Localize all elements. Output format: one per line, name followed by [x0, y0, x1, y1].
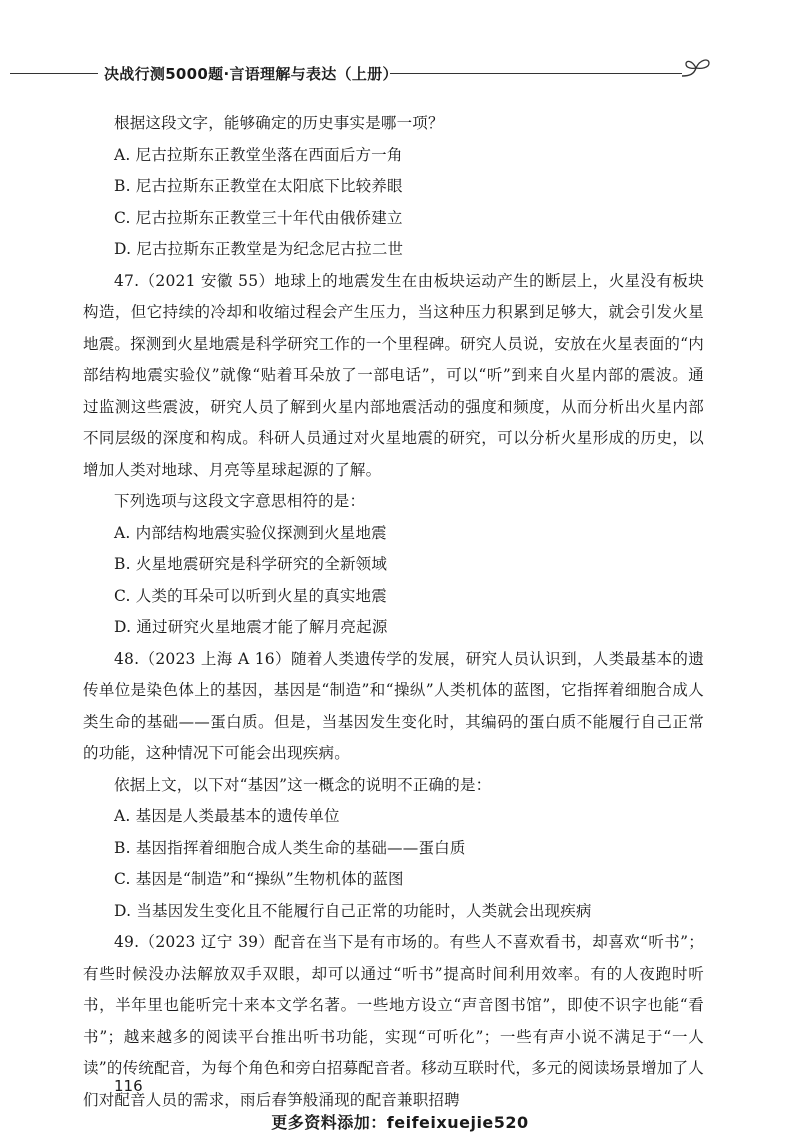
question-stem: 依据上文，以下对“基因”这一概念的说明不正确的是： [114, 775, 492, 794]
question-stem: 根据这段文字，能够确定的历史事实是哪一项？ [114, 114, 444, 132]
footer-note: 更多资料添加：feifeixuejie520 [271, 1113, 529, 1132]
option-d: D. 尼古拉斯东正教堂是为纪念尼古拉二世 [114, 240, 404, 258]
question-passage: 47.（2021 安徽 55）地球上的地震发生在由板块运动产生的断层上，火星没有板块构造，但它持续的冷却和收缩过程会产生压力，当这种压力积累到足够大，就会引发火星地震。探测到火星地震是科学研究工作的一个里程碑。研究人员说，安放在火星表面的“内部结构地震实验仪”就像“贴着耳朵放了一部电话”，可以“听”到来自火星内部的震波。通过监测这些震波，研究人员了解到火星内部地震活动的强度和频度，从而分析出火星内部不同层级的深度和构成。科研人员通过对火星地震的研究，可以分析火星形成的历史，以增加人类对地球、月亮等星球起源的了解。 [83, 271, 704, 479]
running-header [0, 58, 800, 88]
option-a: A. 内部结构地震实验仪探测到火星地震 [114, 523, 387, 542]
question-passage: 49.（2023 辽宁 39）配音在当下是有市场的。有些人不喜欢看书，却喜欢“听书”；有些时候没办法解放双手双眼，却可以通过“听书”提高时间利用效率。有的人夜跑时听书，半年里也能听完十来本文学名著。一些地方设立“声音图书馆”，即使不识字也能“看书”；越来越多的阅读平台推出听书功能，实现“可听化”；一些有声小说不满足于“一人读”的传统配音，为每个角色和旁白招募配音者。移动互联时代，多元的阅读场景增加了人们对配音人员的需求，雨后春笋般涌现的配音兼职招聘 [83, 933, 704, 1109]
header-rule-left [10, 73, 98, 74]
option-a: A. 基因是人类最基本的遗传单位 [114, 807, 340, 825]
header-rule-right [390, 73, 682, 74]
option-c: C. 尼古拉斯东正教堂三十年代由俄侨建立 [114, 208, 403, 227]
option-c: C. 人类的耳朵可以听到火星的真实地震 [114, 586, 387, 605]
option-b: B. 尼古拉斯东正教堂在太阳底下比较养眼 [114, 177, 403, 195]
option-a: A. 尼古拉斯东正教堂坐落在西面后方一角 [114, 145, 403, 164]
option-b: B. 火星地震研究是科学研究的全新领域 [114, 555, 388, 573]
option-d: D. 通过研究火星地震才能了解月亮起源 [114, 618, 388, 636]
sprout-icon [680, 54, 714, 84]
question-passage: 48.（2023 上海 A 16）随着人类遗传学的发展，研究人员认识到，人类最基本的遗传单位是染色体上的基因，基因是“制造”和“操纵”人类机体的蓝图，它指挥着细胞合成人类生命的基础——蛋白质。但是，当基因发生变化时，其编码的蛋白质不能履行自己正常的功能，这种情况下可能会出现疾病。 [83, 649, 704, 762]
book-title: 决战行测5000题·言语理解与表达（上册） [104, 65, 398, 83]
question-stem: 下列选项与这段文字意思相符的是： [114, 492, 366, 510]
option-b: B. 基因指挥着细胞合成人类生命的基础——蛋白质 [114, 838, 466, 857]
page-number: 116 [114, 1077, 143, 1095]
page-content [83, 108, 704, 1116]
option-d: D. 当基因发生变化且不能履行自己正常的功能时，人类就会出现疾病 [114, 901, 592, 920]
option-c: C. 基因是“制造”和“操纵”生物机体的蓝图 [114, 870, 404, 888]
